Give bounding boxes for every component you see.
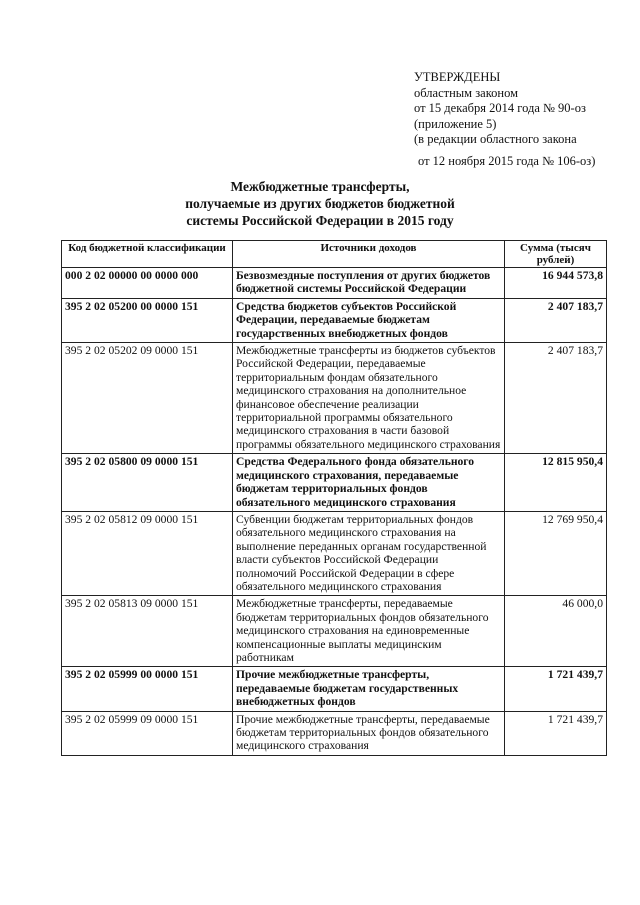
title-line-1: Межбюджетные трансферты, — [230, 179, 410, 194]
header-code: Код бюджетной классификации — [62, 241, 233, 268]
header-amount: Сумма (тысяч рублей) — [505, 241, 607, 268]
approval-line-approved: УТВЕРЖДЕНЫ — [414, 70, 501, 84]
row-amount: 12 815 950,4 — [505, 454, 607, 512]
table-row — [62, 511, 607, 595]
row-code: 395 2 02 05813 09 0000 151 — [62, 596, 233, 667]
table-row — [62, 596, 607, 667]
approval-line-date: от 15 декабря 2014 года № 90-оз — [414, 101, 586, 115]
table-row — [62, 268, 607, 299]
transfers-table — [61, 240, 607, 756]
row-code: 395 2 02 05200 00 0000 151 — [62, 298, 233, 342]
table-row — [62, 343, 607, 454]
row-code: 395 2 02 05999 00 0000 151 — [62, 667, 233, 711]
approval-line-edition: (в редакции областного закона — [414, 132, 577, 146]
approval-line-appendix: (приложение 5) — [414, 116, 497, 131]
row-amount: 16 944 573,8 — [505, 268, 607, 299]
row-amount: 12 769 950,4 — [505, 511, 607, 595]
row-amount: 1 721 439,7 — [505, 667, 607, 711]
document-title — [0, 178, 640, 229]
header-source: Источники доходов — [233, 241, 505, 268]
title-line-2: получаемые из других бюджетов бюджетной — [185, 196, 455, 211]
row-source: Прочие межбюджетные трансферты, передаваемые бюджетам территориальных фондов обязательного медицинского страхования — [233, 711, 505, 755]
row-source: Межбюджетные трансферты, передаваемые бюджетам территориальных фондов обязательного медицинского страхования на единовременные компенсационные выплаты медицинским работникам — [233, 596, 505, 667]
table-header-row — [62, 241, 607, 268]
row-code: 395 2 02 05800 09 0000 151 — [62, 454, 233, 512]
approval-stamp — [414, 70, 595, 169]
approval-line-amendment: от 12 ноября 2015 года № 106-оз) — [418, 153, 596, 168]
title-line-3: системы Российской Федерации в 2015 году — [186, 213, 454, 228]
row-source: Безвозмездные поступления от других бюджетов бюджетной системы Российской Федерации — [233, 268, 505, 299]
row-amount: 46 000,0 — [505, 596, 607, 667]
row-code: 395 2 02 05999 09 0000 151 — [62, 711, 233, 755]
row-amount: 2 407 183,7 — [505, 343, 607, 454]
row-code: 395 2 02 05202 09 0000 151 — [62, 343, 233, 454]
row-source: Средства бюджетов субъектов Российской Федерации, передаваемые бюджетам государственных внебюджетных фондов — [233, 298, 505, 342]
row-source: Средства Федерального фонда обязательного медицинского страхования, передаваемые бюджетам территориальных фондов обязательного медицинского страхования — [233, 454, 505, 512]
table-row — [62, 298, 607, 342]
row-source: Прочие межбюджетные трансферты, передаваемые бюджетам государственных внебюджетных фондов — [233, 667, 505, 711]
approval-line-law: областным законом — [414, 85, 519, 100]
row-source: Субвенции бюджетам территориальных фондов обязательного медицинского страхования на выполнение переданных органам государственной власти субъектов Российской Федерации полномочий Российской Федерации в сфере обязательного медицинского страхования — [233, 511, 505, 595]
row-code: 000 2 02 00000 00 0000 000 — [62, 268, 233, 299]
row-amount: 1 721 439,7 — [505, 711, 607, 755]
row-code: 395 2 02 05812 09 0000 151 — [62, 511, 233, 595]
table-row — [62, 667, 607, 711]
row-source: Межбюджетные трансферты из бюджетов субъектов Российской Федерации, передаваемые территориальным фондам обязательного медицинского страхования на дополнительное финансовое обеспечение реализации территориальной программы обязательного медицинского страхования в части базовой программы обязательного медицинского страхования — [233, 343, 505, 454]
table-row — [62, 711, 607, 755]
row-amount: 2 407 183,7 — [505, 298, 607, 342]
table-row — [62, 454, 607, 512]
